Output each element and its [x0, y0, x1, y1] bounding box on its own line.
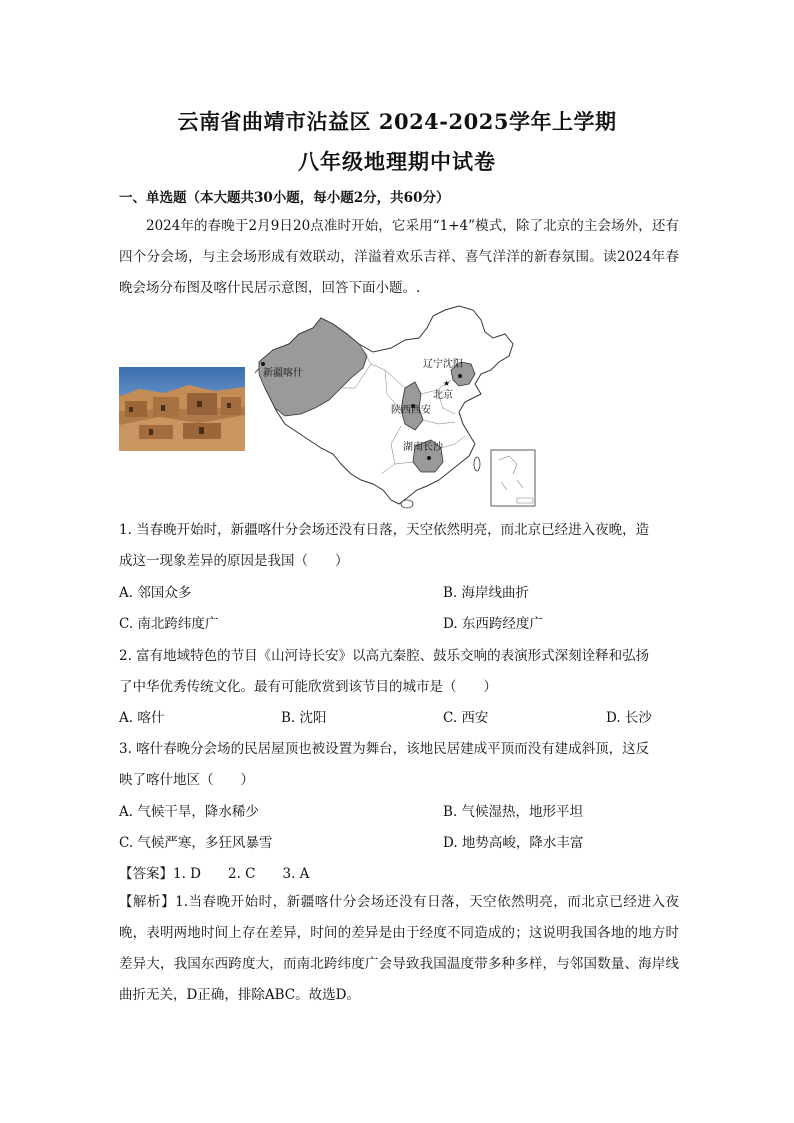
exam-title-line2: 八年级地理期中试卷 [298, 149, 496, 174]
question-1-option-a: A. 邻国众多 [119, 585, 192, 601]
question-1-option-c: C. 南北跨纬度广 [119, 616, 219, 632]
south-china-sea-inset [491, 450, 535, 506]
question-2-stem-line1: 2. 富有地域特色的节目《山河诗长安》以高亢秦腔、鼓乐交响的表演形式深刻诠释和弘扬 [119, 648, 650, 664]
question-3-option-c: C. 气候严寒，多狂风暴雪 [119, 835, 273, 851]
kashgar-dwelling-photo [119, 367, 245, 451]
question-3-stem-line1: 3. 喀什春晚分会场的民居屋顶也被设置为舞台，该地民居建成平顶而没有建成斜顶，这反 [119, 741, 650, 757]
label-beijing: 北京 [433, 390, 453, 401]
kashgar-marker [261, 362, 265, 366]
question-3-option-b: B. 气候湿热，地形平坦 [443, 804, 584, 820]
changsha-marker [427, 456, 431, 460]
question-3-stem-line2: 映了喀什地区（ ） [119, 772, 254, 788]
figure-map-and-photo [119, 304, 539, 510]
question-1-option-b: B. 海岸线曲折 [443, 585, 530, 601]
analysis-paragraph: 【解析】1.当春晚开始时，新疆喀什分会场还没有日落，天空依然明亮，而北京已经进入夜晚，表明两地时间上存在差异，时间的差异是由于经度不同造成的；这说明我国各地的地方时差异大，我国东西跨度大，而南北跨纬度广会导致我国温度带多种多样，与邻国数量、海岸线曲折无关，D正确，排除ABC。故选D。 [119, 894, 679, 1003]
question-3-option-a: A. 气候干旱，降水稀少 [119, 804, 259, 820]
intro-paragraph: 2024年的春晚于2月9日20点准时开始，它采用“1+4”模式，除了北京的主会场外，还有四个分会场，与主会场形成有效联动，洋溢着欢乐吉祥、喜气洋洋的新春氛围。读2024年春晚会场分布图及喀什民居示意图，回答下面小题。. [119, 218, 679, 296]
label-shenyang: 辽宁沈阳 [423, 359, 463, 370]
question-1-stem-line2: 成这一现象差异的原因是我国（ ） [119, 553, 349, 569]
china-venue-map [255, 304, 539, 510]
question-3-option-d: D. 地势高峻，降水丰富 [443, 835, 584, 851]
question-2-option-d: D. 长沙 [606, 710, 652, 726]
question-2-option-b: B. 沈阳 [281, 710, 327, 726]
question-1-stem-line1: 1. 当春晚开始时，新疆喀什分会场还没有日落，天空依然明亮，而北京已经进入夜晚，造 [119, 522, 650, 538]
section-heading: 一、单选题（本大题共30小题，每小题2分，共60分） [119, 190, 450, 206]
label-xian: 陕西西安 [391, 405, 431, 416]
answer-line: 【答案】1. D 2. C 3. A [119, 866, 310, 882]
label-changsha: 湖南长沙 [403, 442, 443, 453]
shenyang-marker [458, 374, 462, 378]
beijing-star-icon: ★ [443, 379, 451, 388]
question-1-option-d: D. 东西跨经度广 [443, 616, 543, 632]
exam-title-line1: 云南省曲靖市沾益区 2024-2025学年上学期 [177, 109, 617, 134]
question-2-option-a: A. 喀什 [119, 710, 165, 726]
question-2-option-c: C. 西安 [443, 710, 489, 726]
question-2-stem-line2: 了中华优秀传统文化。最有可能欣赏到该节目的城市是（ ） [119, 679, 497, 695]
label-kashgar: 新疆喀什 [263, 368, 303, 379]
